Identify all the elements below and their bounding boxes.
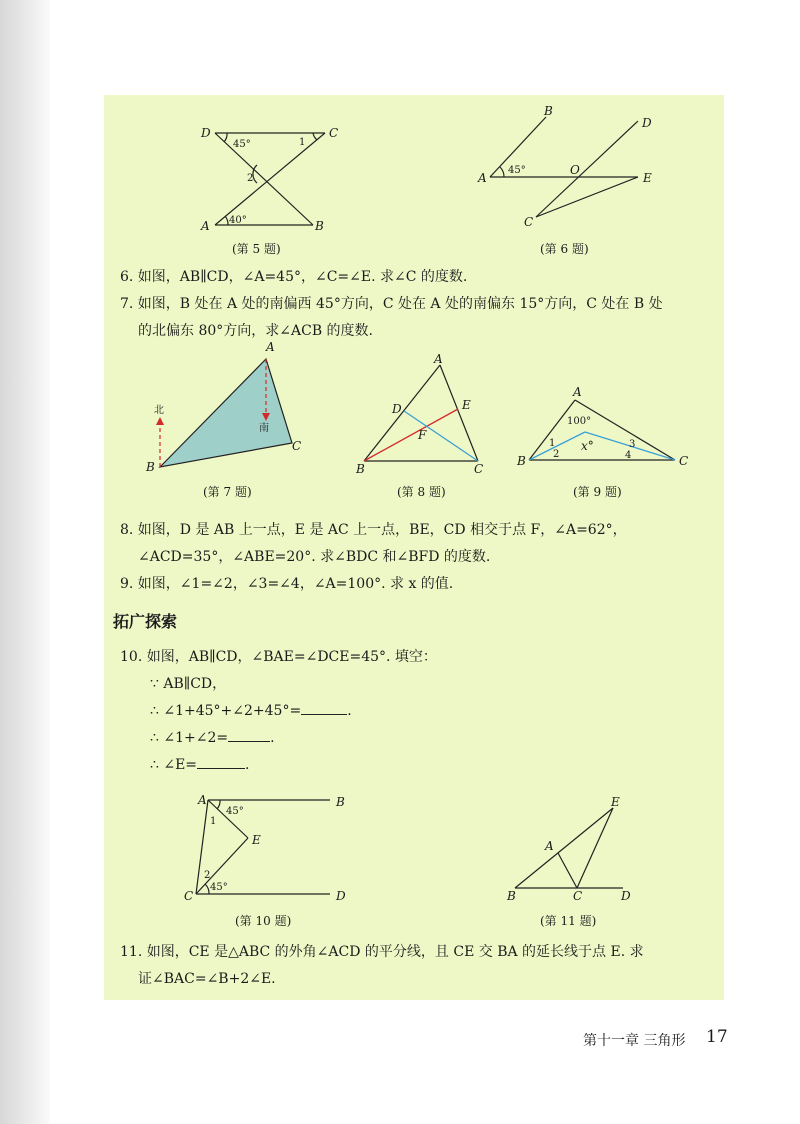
problem-10-step-4	[150, 754, 250, 773]
figure-8-caption: (第 8 题)	[397, 485, 446, 499]
problem-10-step-3-text: ∴ ∠1+∠2=	[150, 730, 229, 746]
problem-10-step-2-text: ∴ ∠1+45°+∠2+45°=	[150, 703, 302, 719]
figure-10-diagram	[180, 790, 360, 905]
fig7-north: 北	[154, 405, 164, 416]
chapter-footer: 第十一章 三角形	[583, 1033, 686, 1049]
fig8-label-c: C	[474, 462, 484, 476]
fig10-label-d: D	[336, 889, 346, 903]
figure-9	[515, 385, 695, 473]
fig11-label-e: E	[611, 795, 620, 809]
fig9-angle-x: x°	[581, 439, 594, 453]
fig5-angle-1: 1	[299, 137, 306, 148]
fig6-label-c: C	[524, 215, 534, 229]
fig6-label-e: E	[643, 171, 652, 185]
section-title: 拓广探索	[113, 612, 178, 631]
fig9-angle-3: 3	[629, 439, 636, 450]
figure-5-diagram	[195, 125, 345, 235]
answer-blank-1[interactable]	[301, 700, 347, 715]
fig11-label-b: B	[507, 889, 516, 903]
fig8-label-b: B	[356, 462, 365, 476]
figure-9-caption: (第 9 题)	[573, 485, 622, 499]
fig6-label-o: O	[570, 163, 580, 177]
fig10-angle-top: 45°	[226, 806, 244, 817]
fig7-label-a: A	[266, 340, 275, 354]
fig8-label-e: E	[462, 398, 471, 412]
fig10-angle-2: 2	[204, 870, 211, 881]
fig11-label-a: A	[545, 839, 554, 853]
figure-6	[478, 105, 668, 230]
fig7-label-b: B	[146, 460, 155, 474]
period-1: .	[347, 703, 352, 719]
fig11-label-d: D	[621, 889, 631, 903]
period-3: .	[245, 757, 250, 773]
figure-7	[142, 340, 312, 475]
answer-blank-2[interactable]	[228, 727, 270, 742]
figure-6-caption: (第 6 题)	[540, 242, 589, 256]
answer-blank-3[interactable]	[197, 754, 245, 769]
page-number: 17	[706, 1027, 728, 1047]
fig9-label-c: C	[679, 454, 689, 468]
problem-11-line-1: 11. 如图，CE 是△ABC 的外角∠ACD 的平分线，且 CE 交 BA 的延长线于点 E. 求	[120, 944, 644, 960]
fig5-label-b: B	[315, 219, 324, 233]
fig7-south: 南	[259, 423, 269, 434]
fig5-angle-d: 45°	[233, 139, 251, 150]
fig5-angle-2: 2	[247, 173, 254, 184]
fig9-angle-a: 100°	[567, 416, 592, 427]
problem-10-step-2	[150, 700, 352, 719]
fig6-angle-a: 45°	[508, 165, 526, 176]
figure-9-diagram	[515, 385, 695, 473]
fig8-label-a: A	[434, 352, 443, 366]
fig8-label-d: D	[392, 402, 402, 416]
fig10-label-b: B	[336, 795, 345, 809]
fig9-angle-2: 2	[553, 449, 560, 460]
figure-11	[505, 796, 645, 906]
fig10-angle-1: 1	[210, 816, 217, 827]
fig5-label-a: A	[201, 219, 210, 233]
figure-10	[180, 790, 360, 905]
fig10-label-c: C	[184, 889, 194, 903]
problem-10-step-1: ∵ AB∥CD，	[150, 676, 227, 692]
problem-9: 9. 如图，∠1=∠2，∠3=∠4，∠A=100°. 求 x 的值.	[120, 576, 454, 592]
page-gutter	[0, 0, 50, 1124]
fig9-label-a: A	[573, 385, 582, 399]
fig7-label-c: C	[292, 439, 302, 453]
problem-10-step-4-text: ∴ ∠E=	[150, 757, 198, 773]
fig5-label-d: D	[201, 126, 211, 140]
figure-6-diagram	[478, 105, 668, 230]
fig6-label-d: D	[642, 116, 652, 130]
figure-8-diagram	[354, 353, 494, 478]
fig9-angle-1: 1	[549, 438, 556, 449]
figure-10-caption: (第 10 题)	[235, 914, 292, 928]
problem-8-line-2: ∠ACD=35°，∠ABE=20°. 求∠BDC 和∠BFD 的度数.	[138, 549, 491, 565]
figure-11-caption: (第 11 题)	[540, 914, 597, 928]
problem-10: 10. 如图，AB∥CD，∠BAE=∠DCE=45°. 填空：	[120, 649, 437, 665]
figure-7-diagram	[142, 340, 312, 475]
figure-7-caption: (第 7 题)	[203, 485, 252, 499]
fig10-label-e: E	[252, 833, 261, 847]
figure-8	[354, 353, 494, 478]
problem-6: 6. 如图，AB∥CD，∠A=45°，∠C=∠E. 求∠C 的度数.	[120, 269, 468, 285]
figure-5-caption: (第 5 题)	[232, 242, 281, 256]
fig6-label-a: A	[478, 171, 487, 185]
fig10-angle-bottom: 45°	[210, 882, 228, 893]
figure-11-diagram	[505, 796, 645, 906]
problem-7-line-2: 的北偏东 80°方向，求∠ACB 的度数.	[138, 323, 374, 339]
problem-7-line-1: 7. 如图，B 处在 A 处的南偏西 45°方向，C 处在 A 处的南偏东 15°方向，C 处在 B 处	[120, 296, 663, 312]
problem-10-step-3	[150, 727, 275, 746]
problem-8-line-1: 8. 如图，D 是 AB 上一点，E 是 AC 上一点，BE，CD 相交于点 F，∠A=62°，	[120, 522, 627, 538]
fig5-angle-a: 40°	[229, 215, 247, 226]
fig6-label-b: B	[544, 104, 553, 118]
fig10-label-a: A	[198, 793, 207, 807]
fig9-angle-4: 4	[625, 450, 632, 461]
figure-5	[195, 125, 345, 235]
fig5-label-c: C	[329, 126, 339, 140]
fig9-label-b: B	[517, 454, 526, 468]
fig11-label-c: C	[573, 889, 583, 903]
period-2: .	[270, 730, 275, 746]
fig8-label-f: F	[418, 428, 427, 442]
problem-11-line-2: 证∠BAC=∠B+2∠E.	[138, 971, 276, 987]
